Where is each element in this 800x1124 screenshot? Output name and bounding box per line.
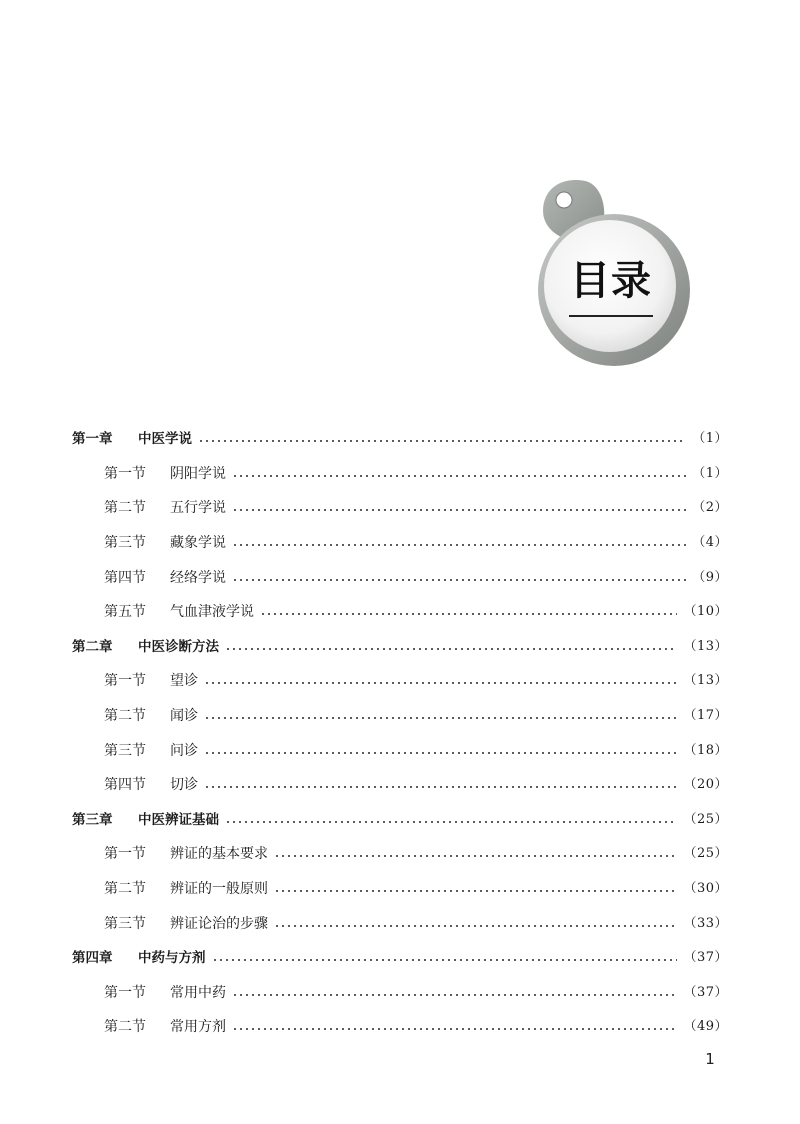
entry-page: （13）	[683, 673, 728, 689]
entry-number: 第一节	[104, 673, 146, 690]
entry-title: 辨证的一般原则	[170, 881, 268, 898]
entry-number: 第一章	[72, 431, 113, 448]
entry-number: 第三节	[104, 915, 146, 932]
entry-title: 切诊	[170, 777, 198, 794]
page-title: 目录	[570, 258, 652, 304]
entry-page: （49）	[683, 1019, 728, 1035]
table-of-contents	[72, 422, 728, 1045]
entry-title: 经络学说	[170, 569, 226, 586]
dot-leader	[232, 509, 686, 511]
toc-section-entry[interactable]	[72, 976, 728, 1011]
entry-number: 第四节	[104, 569, 146, 586]
toc-section-entry[interactable]	[72, 837, 728, 872]
title-underline	[569, 315, 653, 317]
entry-title: 常用方剂	[170, 1019, 226, 1036]
toc-section-entry[interactable]	[72, 664, 728, 699]
entry-page: （13）	[683, 638, 728, 654]
entry-title: 望诊	[170, 673, 198, 690]
toc-section-entry[interactable]	[72, 872, 728, 907]
entry-title: 辨证论治的步骤	[170, 915, 268, 932]
toc-section-entry[interactable]	[72, 526, 728, 561]
entry-number: 第一节	[104, 984, 146, 1001]
entry-number: 第二节	[104, 1019, 146, 1036]
toc-section-entry[interactable]	[72, 768, 728, 803]
entry-number: 第一节	[104, 846, 146, 863]
entry-number: 第三节	[104, 742, 146, 759]
entry-page: （25）	[683, 846, 728, 862]
entry-title: 中医学说	[138, 431, 192, 448]
entry-page: （2）	[692, 500, 728, 516]
entry-page: （1）	[692, 465, 728, 481]
toc-chapter-entry[interactable]	[72, 803, 728, 838]
entry-number: 第二节	[104, 881, 146, 898]
dot-leader	[232, 1028, 677, 1030]
entry-page: （20）	[683, 777, 728, 793]
entry-number: 第二节	[104, 708, 146, 725]
entry-number: 第四章	[72, 950, 113, 967]
entry-title: 中药与方剂	[138, 950, 206, 967]
dot-leader	[232, 579, 686, 581]
toc-chapter-entry[interactable]	[72, 941, 728, 976]
dot-leader	[225, 648, 677, 650]
dot-leader	[204, 717, 677, 719]
dot-leader	[204, 752, 677, 754]
dot-leader	[204, 682, 677, 684]
dot-leader	[232, 994, 677, 996]
pin-hole	[556, 192, 572, 208]
entry-number: 第二节	[104, 500, 146, 517]
entry-number: 第四节	[104, 777, 146, 794]
toc-section-entry[interactable]	[72, 457, 728, 492]
toc-emblem	[536, 176, 696, 372]
entry-page: （10）	[683, 604, 728, 620]
entry-page: （25）	[683, 811, 728, 827]
dot-leader	[198, 440, 686, 442]
toc-section-entry[interactable]	[72, 1010, 728, 1045]
entry-page: （33）	[683, 915, 728, 931]
entry-title: 辨证的基本要求	[170, 846, 268, 863]
entry-title: 中医诊断方法	[138, 638, 219, 655]
page-number: 1	[705, 1050, 715, 1068]
toc-section-entry[interactable]	[72, 906, 728, 941]
entry-number: 第三章	[72, 811, 113, 828]
toc-section-entry[interactable]	[72, 491, 728, 526]
toc-chapter-entry[interactable]	[72, 630, 728, 665]
entry-number: 第五节	[104, 604, 146, 621]
dot-leader	[232, 544, 686, 546]
entry-page: （37）	[683, 950, 728, 966]
entry-page: （9）	[692, 569, 728, 585]
dot-leader	[204, 786, 677, 788]
entry-page: （30）	[683, 881, 728, 897]
entry-page: （37）	[683, 984, 728, 1000]
entry-title: 常用中药	[170, 984, 226, 1001]
entry-number: 第二章	[72, 638, 113, 655]
entry-page: （18）	[683, 742, 728, 758]
entry-page: （1）	[692, 431, 728, 447]
toc-section-entry[interactable]	[72, 560, 728, 595]
toc-section-entry[interactable]	[72, 595, 728, 630]
dot-leader	[274, 925, 677, 927]
dot-leader	[212, 959, 678, 961]
entry-title: 问诊	[170, 742, 198, 759]
entry-title: 阴阳学说	[170, 465, 226, 482]
dot-leader	[274, 855, 677, 857]
entry-title: 气血津液学说	[170, 604, 254, 621]
entry-page: （4）	[692, 535, 728, 551]
dot-leader	[274, 890, 677, 892]
entry-page: （17）	[683, 708, 728, 724]
toc-section-entry[interactable]	[72, 733, 728, 768]
entry-number: 第一节	[104, 465, 146, 482]
toc-section-entry[interactable]	[72, 699, 728, 734]
dot-leader	[225, 821, 677, 823]
dot-leader	[260, 613, 677, 615]
toc-chapter-entry[interactable]	[72, 422, 728, 457]
entry-title: 闻诊	[170, 708, 198, 725]
entry-title: 中医辨证基础	[138, 811, 219, 828]
entry-number: 第三节	[104, 535, 146, 552]
dot-leader	[232, 475, 686, 477]
entry-title: 藏象学说	[170, 535, 226, 552]
entry-title: 五行学说	[170, 500, 226, 517]
